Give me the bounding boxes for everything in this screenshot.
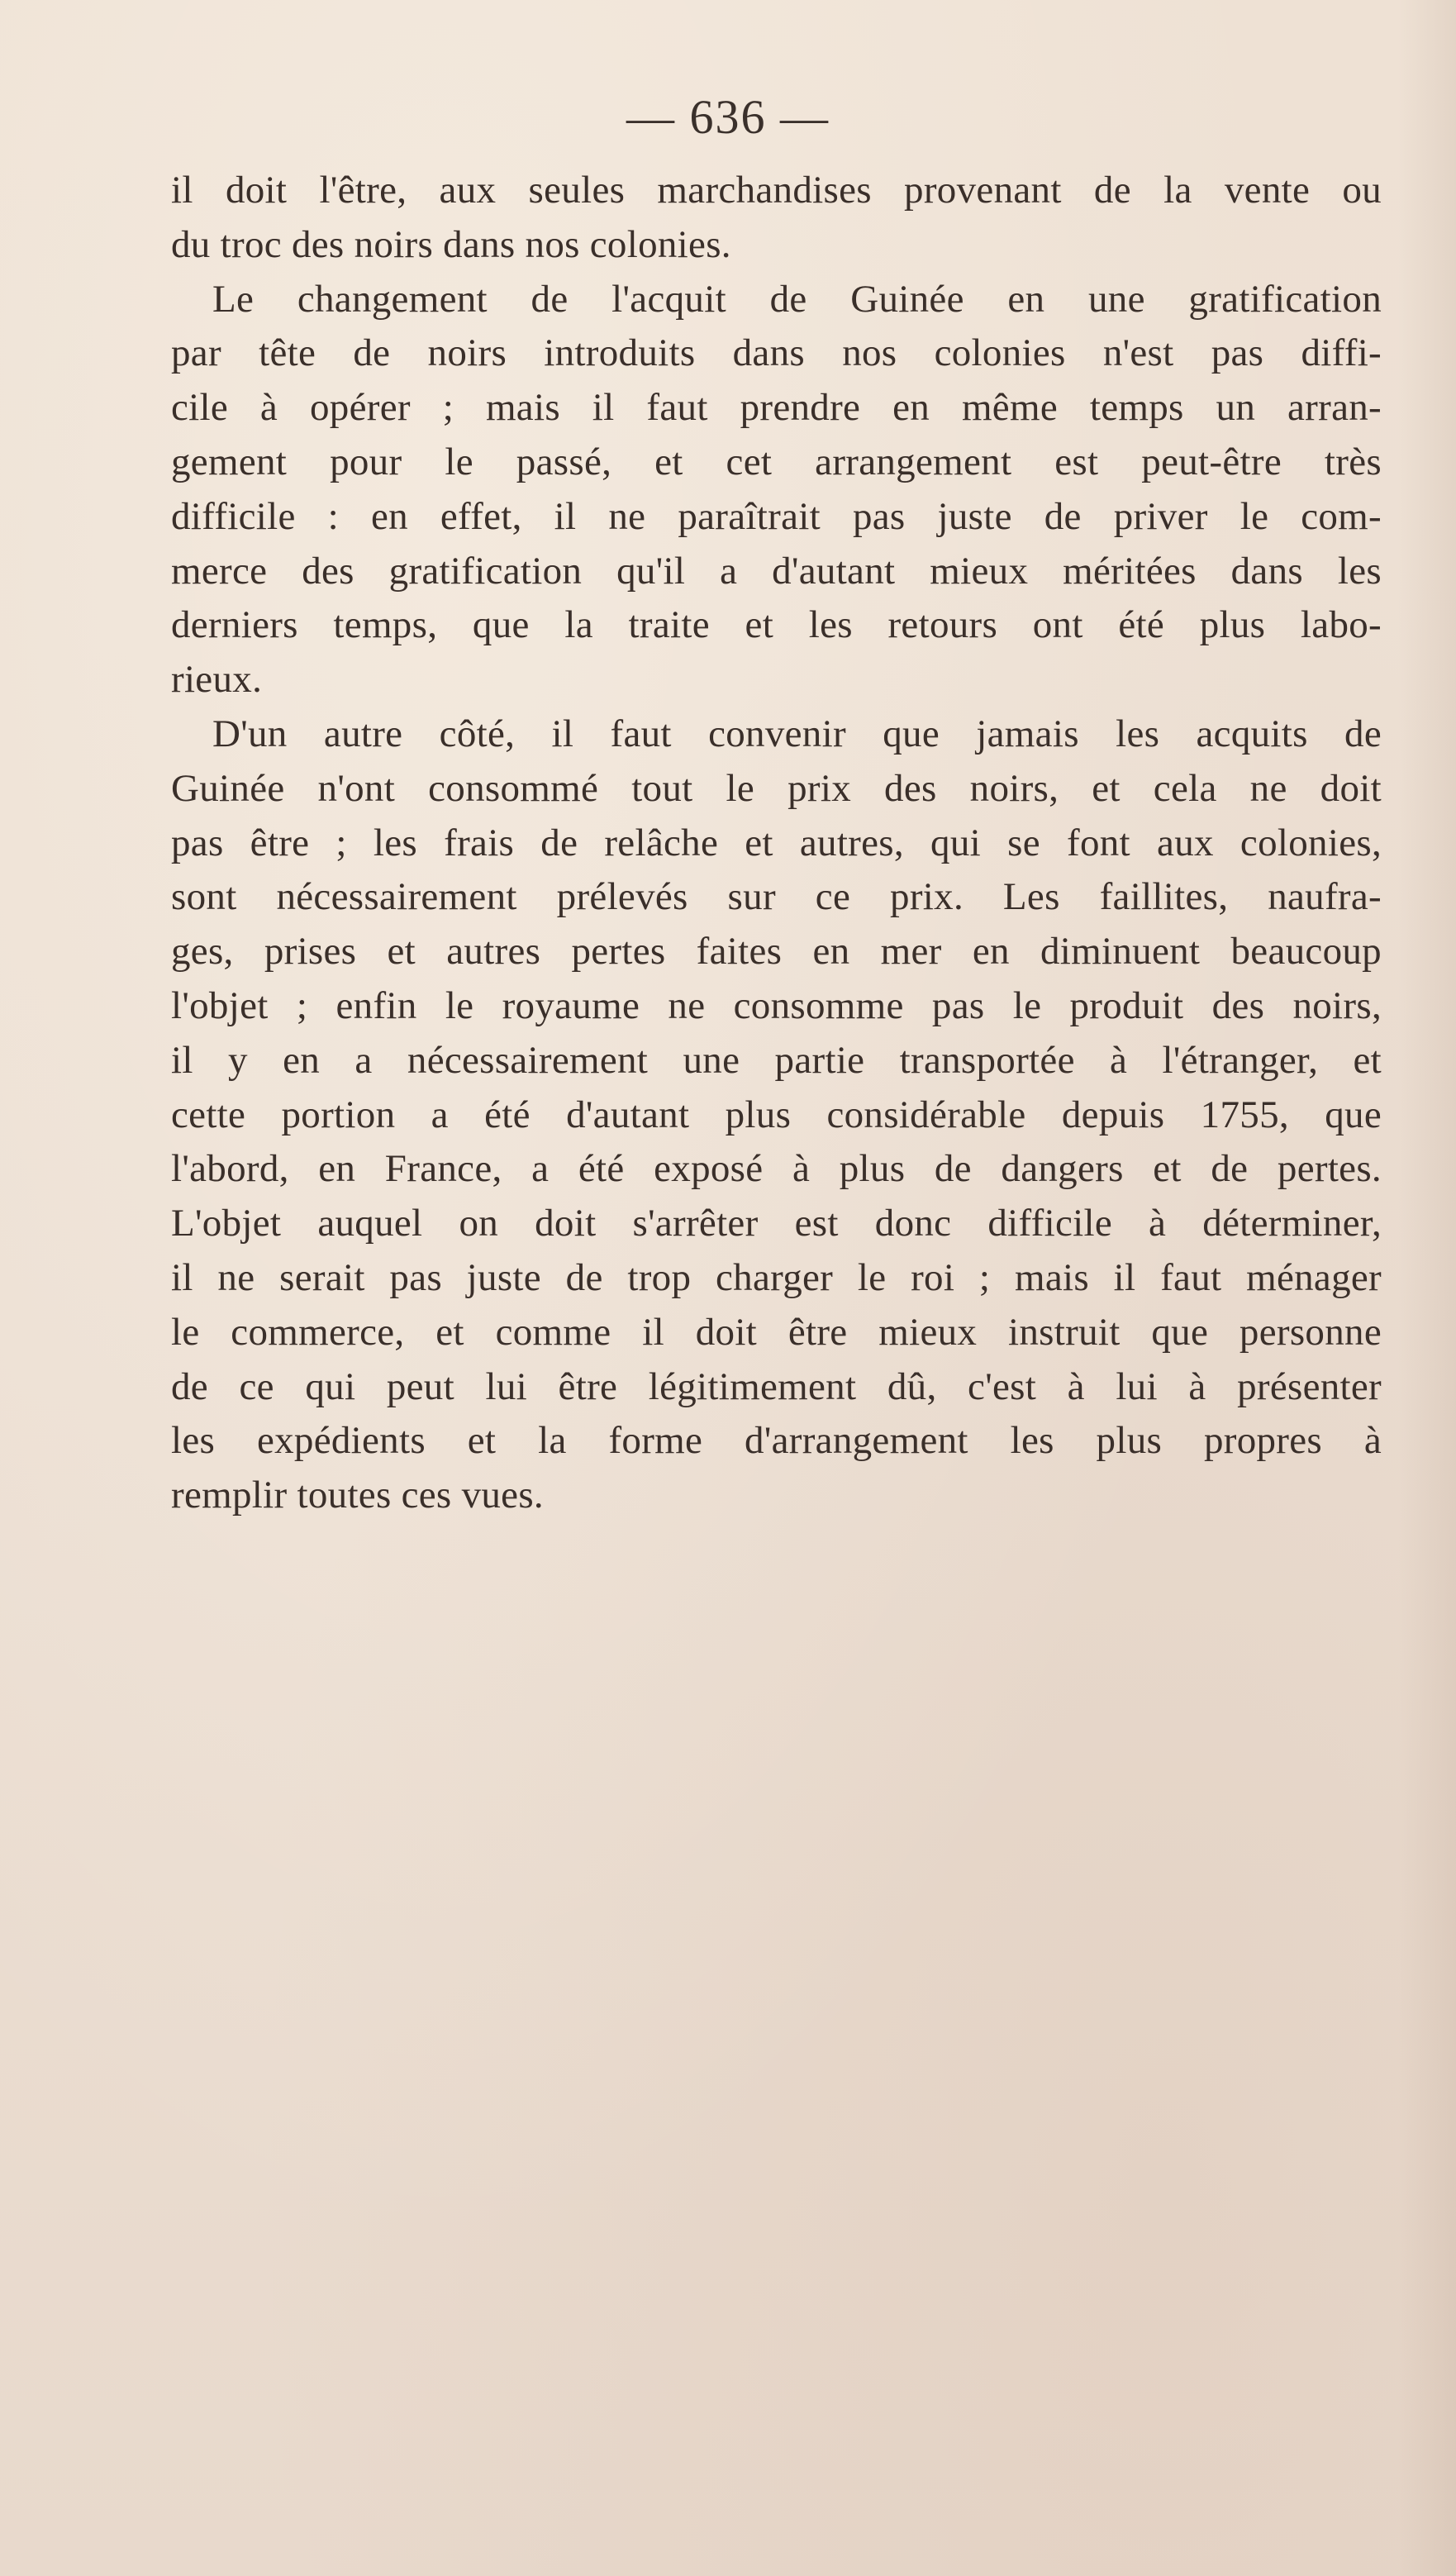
text-line: remplir toutes ces vues. (171, 1474, 544, 1517)
text-line: gement pour le passé, et cet arrangement est peut-être très (171, 440, 1382, 483)
text-line: ges, prises et autres pertes faites en mer en diminuent beaucoup (171, 930, 1382, 974)
text-line: il ne serait pas juste de trop charger le roi ; mais il faut ménager (171, 1255, 1382, 1299)
text-line: du troc des noirs dans nos colonies. (171, 222, 731, 266)
text-line: merce des gratification qu'il a d'autant mieux méritées dans les (171, 549, 1382, 593)
text-line: il y en a nécessairement une partie transportée à l'étranger, et (171, 1038, 1382, 1082)
text-line: rieux. (171, 658, 263, 702)
text-line: de ce qui peut lui être légitimement dû, c'est à lui à présenter (171, 1364, 1382, 1408)
text-line: pas être ; les frais de relâche et autres, qui se font aux colonies, (171, 821, 1382, 864)
text-line: cile à opérer ; mais il faut prendre en même temps un arran- (171, 386, 1382, 430)
text-line: Guinée n'ont consommé tout le prix des noirs, et cela ne doit (171, 766, 1382, 810)
text-line: derniers temps, que la traite et les retours ont été plus labo- (171, 603, 1382, 647)
text-line: le commerce, et comme il doit être mieux instruit que personne (171, 1310, 1382, 1354)
text-line: L'objet auquel on doit s'arrêter est donc difficile à déterminer, (171, 1202, 1382, 1245)
text-line: l'abord, en France, a été exposé à plus de dangers et de pertes. (171, 1147, 1382, 1191)
text-line: l'objet ; enfin le royaume ne consomme pas le produit des noirs, (171, 983, 1382, 1027)
body-text (171, 164, 1382, 1523)
text-line: les expédients et la forme d'arrangement les plus propres à (171, 1419, 1382, 1463)
text-line: difficile : en effet, il ne paraîtrait pas juste de priver le com- (171, 494, 1382, 538)
text-line: par tête de noirs introduits dans nos colonies n'est pas diffi- (171, 331, 1382, 375)
text-line: D'un autre côté, il faut convenir que jamais les acquits de (212, 712, 1382, 755)
text-line: il doit l'être, aux seules marchandises provenant de la vente ou (171, 169, 1382, 212)
page-number: — 636 — (626, 90, 830, 144)
text-line: sont nécessairement prélevés sur ce prix. Les faillites, naufra- (171, 875, 1382, 919)
text-line: cette portion a été d'autant plus considérable depuis 1755, que (171, 1093, 1382, 1136)
text-line: Le changement de l'acquit de Guinée en une gratification (212, 277, 1382, 321)
page-edge-shadow (1398, 0, 1456, 2576)
